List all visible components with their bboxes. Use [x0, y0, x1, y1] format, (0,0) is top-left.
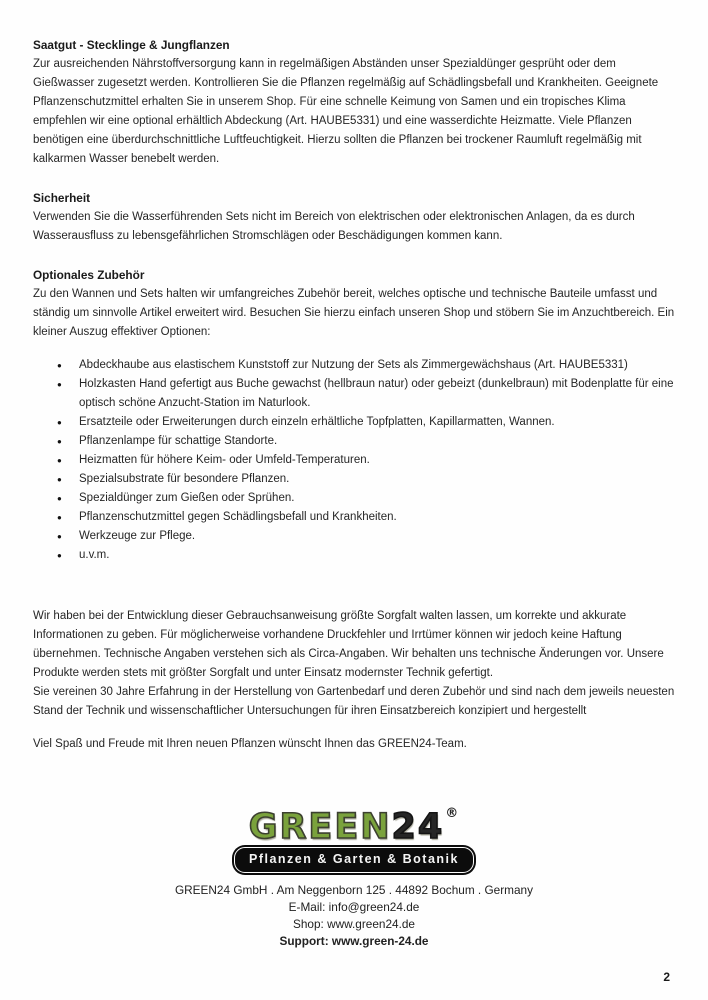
- footer: [33, 806, 675, 950]
- section-body-zubehoer: Zu den Wannen und Sets halten wir umfangreiches Zubehör bereit, welches optische und technische Bauteile umfasst und ständig um sinnvolle Artikel erweitert wird. Besuchen Sie hierzu einfach unseren Shop und stöbern Sie im Anzuchtbereich. Ein kleiner Auszug effektiver Optionen:: [33, 288, 675, 338]
- list-item: ● Holzkasten Hand gefertigt aus Buche gewachst (hellbraun natur) oder gebeizt (dunkelbraun) mit Bodenplatte für eine optisch schöne Anzucht-Station im Naturlook.: [57, 375, 675, 413]
- list-item: ● Ersatzteile oder Erweiterungen durch einzeln erhältliche Topfplatten, Kapillarmatten, Wannen.: [57, 413, 675, 432]
- list-item: ● Werkzeuge zur Pflege.: [57, 527, 675, 546]
- section-heading-zubehoer: Optionales Zubehör: [33, 268, 145, 282]
- section-heading-sicherheit: Sicherheit: [33, 191, 91, 205]
- list-item: ● Pflanzenschutzmittel gegen Schädlingsbefall und Krankheiten.: [57, 508, 675, 527]
- section-sicherheit: [33, 189, 675, 246]
- green24-logo-wordmark: [234, 806, 474, 847]
- logo-word-green: GREEN: [248, 807, 392, 847]
- disclaimer-text-1: Wir haben bei der Entwicklung dieser Gebrauchsanweisung größte Sorgfalt walten lassen, um korrekte und akkurate Informationen zu geben. Für möglicherweise vorhandene Druckfehler und Irrtümer können wir jedoch keine Haftung übernehmen. Technische Angaben verstehen sich als Circa-Angaben. Wir behalten uns technische Änderungen vor. Unsere Produkte werden stets mit größter Sorgfalt und unter Einsatz modernster Technik gefertigt.: [33, 610, 664, 679]
- contact-block: [33, 882, 675, 950]
- greeting-text: Viel Spaß und Freude mit Ihren neuen Pflanzen wünscht Ihnen das GREEN24-Team.: [33, 738, 467, 750]
- disclaimer-paragraph: [33, 607, 675, 721]
- contact-support-url: Support: www.green-24.de: [279, 933, 429, 948]
- logo-tagline-banner: Pflanzen & Garten & Botanik: [234, 847, 474, 873]
- section-body-sicherheit: Verwenden Sie die Wasserführenden Sets nicht im Bereich von elektrischen oder elektronischen Anlagen, da es durch Wasserausfluss zu lebensgefährlichen Stromschlägen oder Beschädigungen kommen kann.: [33, 211, 635, 242]
- list-item: ● Pflanzenlampe für schattige Standorte.: [57, 432, 675, 451]
- list-item: ● u.v.m.: [57, 546, 675, 565]
- logo-word-24: 24: [391, 807, 445, 847]
- green24-logo: [234, 806, 474, 873]
- disclaimer-text-2: Sie vereinen 30 Jahre Erfahrung in der Herstellung von Gartenbedarf und deren Zubehör und sind nach dem jeweils neuesten Stand der Technik und wissenschaftlicher Untersuchungen für ihren Einsatzbereich konzipiert und hergestellt: [33, 686, 675, 717]
- list-item: ● Abdeckhaube aus elastischem Kunststoff zur Nutzung der Sets als Zimmergewächshaus (Art. HAUBE5331): [57, 356, 675, 375]
- options-list: [33, 356, 675, 565]
- company-address: GREEN24 GmbH . Am Neggenborn 125 . 44892 Bochum . Germany: [174, 882, 534, 897]
- registered-trademark-icon: ®: [445, 806, 461, 821]
- list-item: ● Spezialsubstrate für besondere Pflanzen.: [57, 470, 675, 489]
- list-item: ● Spezialdünger zum Gießen oder Sprühen.: [57, 489, 675, 508]
- section-zubehoer: [33, 266, 675, 565]
- section-body-saatgut: Zur ausreichenden Nährstoffversorgung kann in regelmäßigen Abständen unser Spezialdünger gesprüht oder dem Gießwasser zugesetzt werden. Kontrollieren Sie die Pflanzen regelmäßig auf Schädlingsbefall und Krankheiten. Geeignete Pflanzenschutzmittel erhalten Sie in unserem Shop. Für eine schnelle Keimung von Samen und ein tropisches Klima empfehlen wir eine optional erhältlich Abdeckung (Art. HAUBE5331) und eine wasserdichte Heizmatte. Viele Pflanzen benötigen eine überdurchschnittliche Luftfeuchtigkeit. Hierzu sollten die Pflanzen bei trockener Raumluft regelmäßig mit kalkarmen Wasser benebelt werden.: [33, 58, 659, 165]
- list-item: ● Heizmatten für höhere Keim- oder Umfeld-Temperaturen.: [57, 451, 675, 470]
- contact-shop-url: Shop: www.green24.de: [293, 916, 415, 931]
- section-heading-saatgut: Saatgut - Stecklinge & Jungflanzen: [33, 38, 230, 52]
- section-saatgut: [33, 36, 675, 169]
- page-number: 2: [663, 970, 670, 984]
- contact-email: E-Mail: info@green24.de: [288, 899, 420, 914]
